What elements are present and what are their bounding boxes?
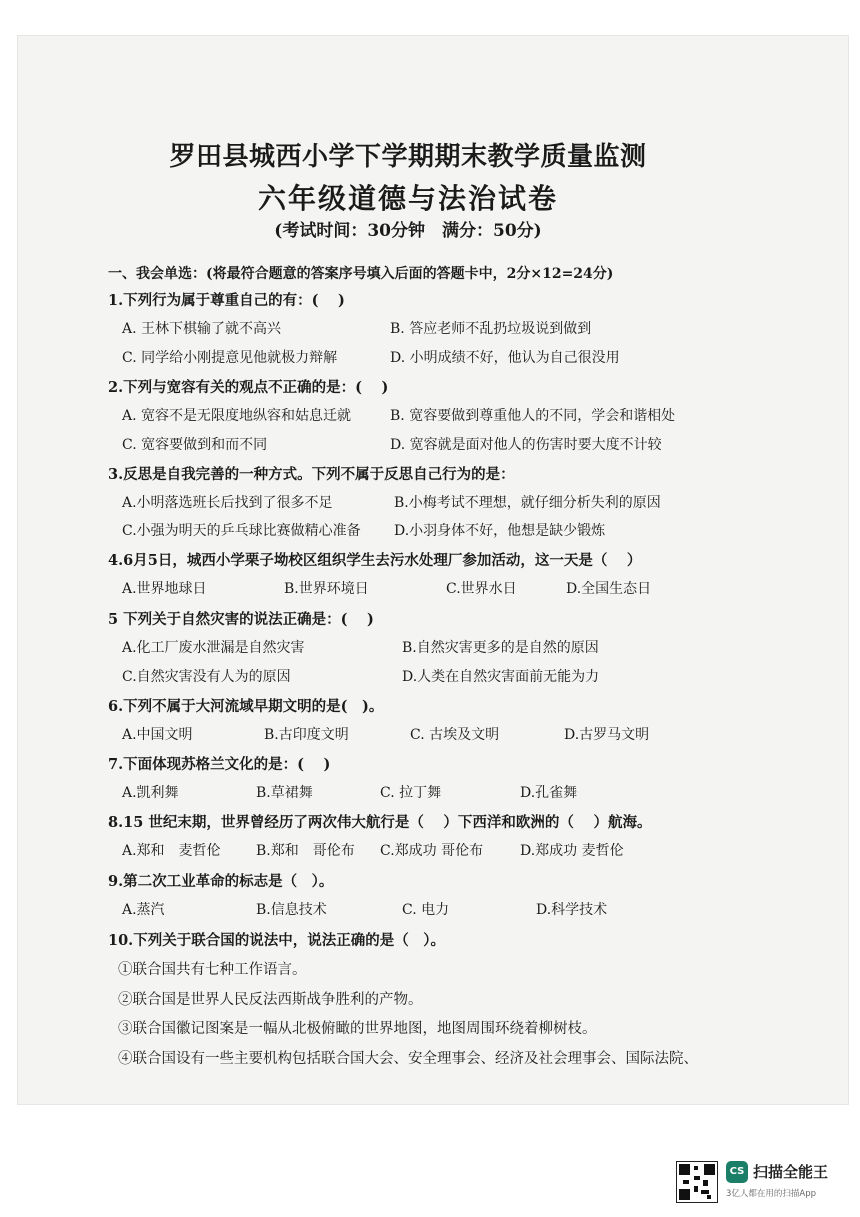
question-5-option-c: C.自然灾害没有人为的原因 (122, 669, 291, 685)
question-2-option-b: B. 宽容要做到尊重他人的不同，学会和谐相处 (390, 408, 676, 424)
question-10-statement-3: ③联合国徽记图案是一幅从北极俯瞰的世界地图，地图周围环绕着柳树枝。 (118, 1021, 597, 1037)
camscanner-app-name: 扫描全能王 (753, 1163, 829, 1181)
question-1-option-c: C. 同学给小刚提意见他就极力辩解 (122, 350, 338, 366)
question-1-stem: 1.下列行为属于尊重自己的有：( ) (108, 292, 345, 309)
question-4-option-d: D.全国生态日 (566, 581, 652, 597)
question-7-option-c: C. 拉丁舞 (380, 785, 442, 801)
question-5-stem: 5 下列关于自然灾害的说法正确是：( ) (108, 611, 374, 628)
question-7-option-d: D.孔雀舞 (520, 785, 578, 801)
question-7-option-b: B.草裙舞 (256, 785, 313, 801)
question-4-stem: 4.6月5日，城西小学栗子坳校区组织学生去污水处理厂参加活动，这一天是（ ） (108, 552, 642, 569)
question-1-option-d: D. 小明成绩不好，他认为自己很没用 (390, 350, 620, 366)
question-10-statement-2: ②联合国是世界人民反法西斯战争胜利的产物。 (118, 992, 423, 1008)
question-10-stem: 10.下列关于联合国的说法中，说法正确的是（ ）。 (108, 932, 445, 949)
question-3-stem: 3.反思是自我完善的一种方式。下列不属于反思自己行为的是： (108, 466, 515, 483)
section-heading: 一、我会单选：(将最符合题意的答案序号填入后面的答题卡中，2分×12=24分) (108, 266, 614, 282)
question-6-option-d: D.古罗马文明 (564, 727, 650, 743)
question-8-option-c: C.郑成功 哥伦布 (380, 843, 484, 859)
question-8-option-b: B.郑和 哥伦布 (256, 843, 355, 859)
question-9-option-a: A.蒸汽 (122, 902, 165, 918)
scanned-page (18, 36, 848, 1104)
question-7-option-a: A.凯利舞 (122, 785, 179, 801)
question-9-option-c: C. 电力 (402, 902, 450, 918)
question-10-statement-4: ④联合国设有一些主要机构包括联合国大会、安全理事会、经济及社会理事会、国际法院、 (118, 1051, 698, 1067)
question-5-option-d: D.人类在自然灾害面前无能为力 (402, 669, 600, 685)
question-6-option-a: A.中国文明 (122, 727, 193, 743)
question-8-stem: 8.15 世纪末期，世界曾经历了两次伟大航行是（ ）下西洋和欧洲的（ ）航海。 (108, 814, 652, 831)
question-4-option-c: C.世界水日 (446, 581, 517, 597)
question-9-stem: 9.第二次工业革命的标志是（ ）。 (108, 873, 334, 890)
exam-title-school: 罗田县城西小学下学期期末教学质量监测 (169, 142, 647, 172)
question-6-option-c: C. 古埃及文明 (410, 727, 500, 743)
question-8-option-a: A.郑和 麦哲伦 (122, 843, 221, 859)
question-4-option-a: A.世界地球日 (122, 581, 207, 597)
exam-title-subject: 六年级道德与法治试卷 (257, 182, 558, 215)
question-2-option-d: D. 宽容就是面对他人的伤害时要大度不计较 (390, 437, 662, 453)
question-1-option-a: A. 王林下棋输了就不高兴 (122, 321, 282, 337)
question-5-option-b: B.自然灾害更多的是自然的原因 (402, 640, 599, 656)
question-9-option-b: B.信息技术 (256, 902, 327, 918)
question-6-option-b: B.古印度文明 (264, 727, 349, 743)
question-6-stem: 6.下列不属于大河流域早期文明的是( )。 (108, 698, 384, 715)
camscanner-slogan: 3亿人都在用的扫描App (726, 1189, 817, 1199)
question-3-option-d: D.小羽身体不好，他想是缺少锻炼 (394, 523, 606, 539)
exam-time-score: (考试时间：30分钟 满分：50分) (274, 221, 542, 241)
question-10-statement-1: ①联合国共有七种工作语言。 (118, 962, 307, 978)
question-2-option-a: A. 宽容不是无限度地纵容和姑息迁就 (122, 408, 352, 424)
scanner-watermark (676, 1157, 846, 1205)
camscanner-logo-icon: CS (726, 1161, 748, 1183)
question-3-option-c: C.小强为明天的乒乓球比赛做精心准备 (122, 523, 361, 539)
question-7-stem: 7.下面体现苏格兰文化的是：( ) (108, 756, 331, 773)
question-2-option-c: C. 宽容要做到和而不同 (122, 437, 268, 453)
question-3-option-a: A.小明落选班长后找到了很多不足 (122, 495, 333, 511)
question-2-stem: 2.下列与宽容有关的观点不正确的是：( ) (108, 379, 389, 396)
qr-code-icon (676, 1161, 718, 1203)
question-4-option-b: B.世界环境日 (284, 581, 369, 597)
question-8-option-d: D.郑成功 麦哲伦 (520, 843, 624, 859)
question-1-option-b: B. 答应老师不乱扔垃圾说到做到 (390, 321, 592, 337)
question-3-option-b: B.小梅考试不理想，就仔细分析失利的原因 (394, 495, 661, 511)
question-5-option-a: A.化工厂废水泄漏是自然灾害 (122, 640, 305, 656)
question-9-option-d: D.科学技术 (536, 902, 608, 918)
